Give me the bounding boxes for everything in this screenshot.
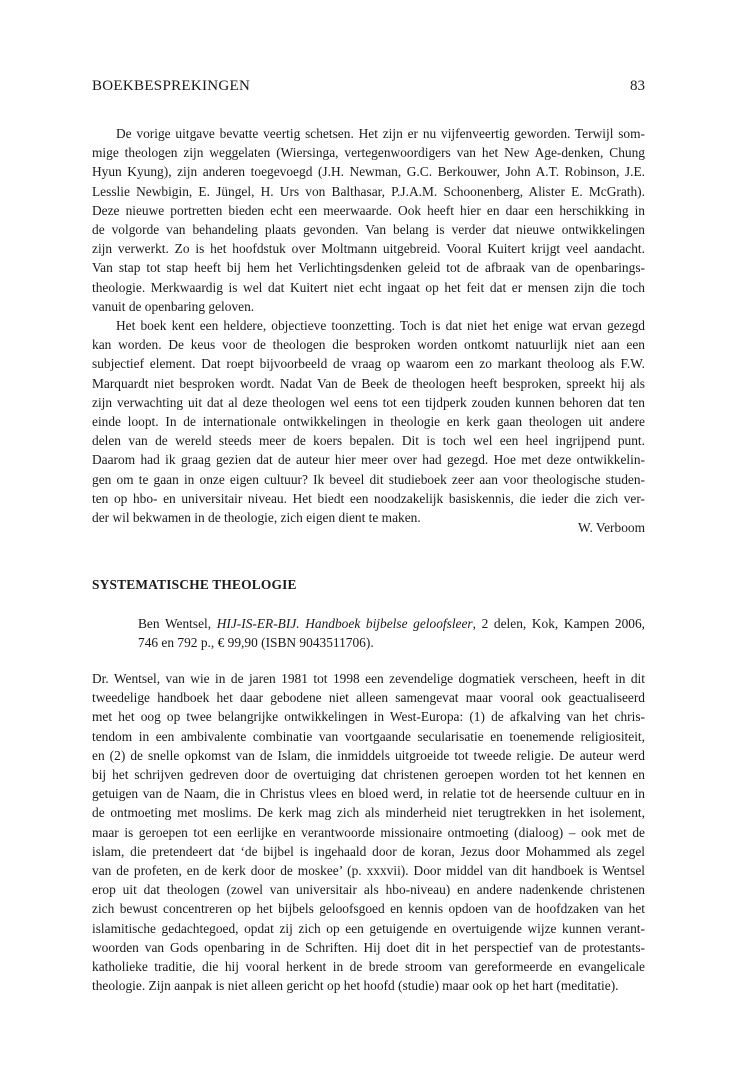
reference-details: , 2 delen, Kok, Kampen 2006, (472, 616, 646, 631)
reference-line-2: 746 en 792 p., € 99,90 (ISBN 9043511706). (138, 635, 374, 651)
page-number: 83 (630, 78, 645, 94)
text-line: Het boek kent een heldere, objectieve toonzetting. Toch is dat niet het enige wat ervan gezegd (116, 318, 645, 333)
reference-title: HIJ-IS-ER-BIJ. Handboek bijbelse geloofsleer (216, 616, 473, 631)
text-line: islamitische gedachtegoed, opdat zij zich op een getuigende en overtuigende wijze kunnen verant- (92, 920, 645, 936)
reference-line-1 (138, 614, 645, 633)
text-line: erop uit dat theologen (zowel van universitair als hbo-niveau) en andere nadenkende christenen (92, 882, 645, 898)
text-line: theologie. Merkwaardig is wel dat Kuitert niet echt ingaat op het feit dat er mensen zijn die toch (92, 279, 645, 295)
text-line: maar is geroepen tot een eerlijke en verantwoorde missionaire ontmoeting (dialoog) – ook met de (92, 824, 645, 840)
text-line: Dr. Wentsel, van wie in de jaren 1981 tot 1998 een zevendelige dogmatiek verscheen, heeft in dit (92, 671, 645, 686)
text-line: woorden van Gods openbaring in de Schriften. Hij doet dit in het perspectief van de protestants- (92, 939, 645, 955)
text-line: einde loopt. In de internationale ontwikkelingen in theologie en kerk gaan theologen uit andere (92, 414, 645, 430)
reviewer-signature: W. Verboom (578, 520, 645, 535)
text-line: bij het schrijven gedreven door de overtuiging dat christenen geroepen worden tot het kennen en (92, 767, 645, 783)
text-line: De vorige uitgave bevatte veertig schetsen. Het zijn er nu vijfenveertig geworden. Terwijl som- (116, 126, 645, 141)
text-line: zich bewust concentreren op het bijbels geloofsgoed en kennis opdoen van de hoofdzaken van het (92, 901, 645, 917)
review1-paragraph-1 (92, 124, 645, 316)
text-line: Van stap tot stap heeft bij hem het Verlichtingsdenken geleid tot de afbraak van de openbarings- (92, 260, 645, 276)
reference-author: Ben Wentsel, (138, 616, 217, 631)
text-line: Deze nieuwe portretten bieden echt een meerwaarde. Ook heeft hier en daar een herschikking in (92, 202, 645, 218)
text-line: met het oog op twee belangrijke ontwikkelingen in West-Europa: (1) de afkalving van het chris- (92, 709, 645, 725)
text-line: Hyun Kyung), zijn anderen toegevoegd (J.H. Newman, G.C. Berkouwer, John A.T. Robinson, J.E. (92, 164, 645, 180)
text-line: theologie. Zijn aanpak is niet alleen gericht op het hoofd (studie) maar ook op het hart (meditatie). (92, 978, 619, 994)
text-line: islam, die pretendeert dat ‘de bijbel is ingehaald door de koran, Jezus door Mohammed als zegel (92, 843, 645, 859)
text-line: katholieke traditie, die hij vooral herkent in de brede stroom van gereformeerde en evangelicale (92, 959, 645, 975)
text-line: Daarom had ik graag gezien dat de auteur hier meer over had gezegd. Hoe met deze ontwikkelin- (92, 452, 645, 468)
running-title: BOEKBESPREKINGEN (92, 78, 251, 94)
text-line: zijn verwachting uit dat al deze theologen wel eens tot een tijdperk zouden kunnen behoren dat ten (92, 394, 645, 410)
text-line: subjectief element. Dat roept bijvoorbeeld de vraag op waarom een zo markant theoloog als F.W. (92, 356, 645, 372)
review1-paragraph-2 (92, 316, 645, 527)
text-line: Marquardt niet besproken wordt. Nadat Van de Beek de theologen heeft besproken, spreekt hij als (92, 375, 645, 391)
text-line: ten op hbo- en universitair niveau. Het biedt een noodzakelijk basiskennis, die ieder die zich ver- (92, 490, 645, 506)
text-line: en (2) de snelle opkomst van de Islam, die inmiddels uitgroeide tot tweede religie. De auteur werd (92, 747, 645, 763)
page-header (92, 78, 645, 100)
text-line: mige theologen zijn weggelaten (Wiersinga, vertegenwoordigers van het New Age-denken, Chung (92, 145, 645, 161)
text-line: vanuit de openbaring geloven. (92, 298, 255, 314)
book-reference (138, 614, 645, 652)
section-heading: SYSTEMATISCHE THEOLOGIE (92, 577, 297, 592)
text-line: getuigen van de Naam, die in Christus vlees en bloed werd, in relatie tot de heersende cultuur en in (92, 786, 645, 802)
text-line: de ontmoeting met moslims. De kerk mag zich als minderheid niet terugtrekken in het isolement, (92, 805, 645, 821)
text-line: kan worden. De keus voor de theologen die besproken worden ontkomt natuurlijk niet aan een (92, 337, 645, 353)
text-line: der wil bekwamen in de theologie, zich eigen dient te maken. (92, 510, 421, 526)
text-line: gen om te gaan in onze eigen cultuur? Ik beveel dit studieboek zeer aan voor theologische studen- (92, 471, 645, 487)
text-line: de volgorde van behandeling plaats gevonden. Van belang is verder dat nieuwe ontwikkelingen (92, 222, 645, 238)
text-line: delen van de wereld steeds meer de koers bepalen. Dit is toch wel een heel ingrijpend punt. (92, 433, 645, 449)
text-line: zijn verwerkt. Zo is het hoofdstuk over Moltmann uitgebreid. Vooral Kuitert krijgt veel aandacht. (92, 241, 645, 257)
text-line: Lesslie Newbigin, E. Jüngel, H. Urs von Balthasar, P.J.A.M. Schoonenberg, Alister E. McGrath). (92, 183, 645, 199)
review2-paragraph-1 (92, 669, 645, 995)
text-line: tweedelige handboek het daar gebodene niet alleen samengevat maar vooral ook geactualiseerd (92, 690, 645, 706)
text-line: tendom in een ambivalente combinatie van voortgaande secularisatie en toenemende religiositeit, (92, 728, 645, 744)
text-line: van de profeten, en de kerk door de moskee’ (p. xxxvii). Door middel van dit handboek is Wentsel (92, 863, 645, 879)
